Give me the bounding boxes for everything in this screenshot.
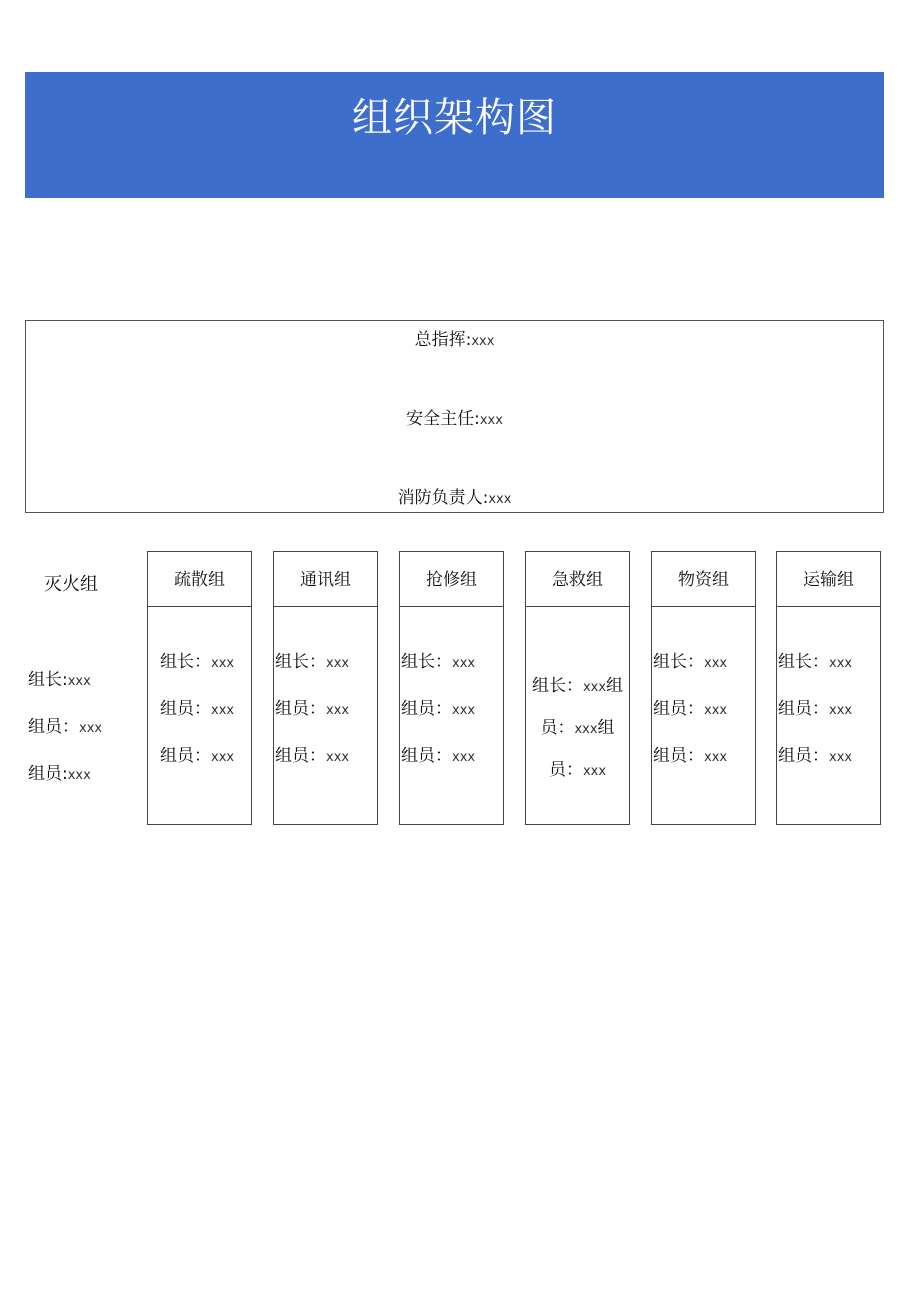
member-label: 组长： xyxy=(275,652,326,672)
team-leader xyxy=(275,651,349,675)
commander-line xyxy=(26,329,883,353)
member-value: xxx xyxy=(211,656,235,671)
team-leader xyxy=(401,651,475,675)
team-name: 物资组 xyxy=(652,552,755,607)
team-supplies xyxy=(651,551,756,825)
member-value: xxx xyxy=(829,750,853,765)
team-leader xyxy=(160,651,234,675)
fire-group-member xyxy=(28,763,91,787)
team-name: 抢修组 xyxy=(400,552,503,607)
team-leader xyxy=(653,651,727,675)
member-label: 组员： xyxy=(160,699,211,719)
member-value: xxx xyxy=(582,680,607,695)
member-value: xxx xyxy=(211,703,235,718)
member-value: xxx xyxy=(574,722,598,737)
member-label: 组员: xyxy=(28,764,68,784)
team-evacuation xyxy=(147,551,252,825)
member-value: xxx xyxy=(829,703,853,718)
fire-group xyxy=(28,560,138,800)
team-member xyxy=(160,745,234,769)
member-label: 组长： xyxy=(531,676,583,696)
member-value: xxx xyxy=(704,703,728,718)
member-label: 组长: xyxy=(28,670,68,690)
member-label: 组长： xyxy=(653,652,704,672)
team-repair xyxy=(399,551,504,825)
member-label: 组员： xyxy=(28,717,79,737)
member-value: xxx xyxy=(326,750,350,765)
member-value: xxx xyxy=(829,656,853,671)
member-value: xxx xyxy=(452,656,476,671)
team-first-aid xyxy=(525,551,630,825)
fire-officer-label: 消防负责人: xyxy=(397,488,489,508)
member-label: 组长： xyxy=(401,652,452,672)
team-member xyxy=(778,698,852,722)
commander-label: 总指挥: xyxy=(414,330,472,350)
member-label: 组员： xyxy=(275,699,326,719)
safety-director-value: xxx xyxy=(479,413,503,428)
team-name: 通讯组 xyxy=(274,552,377,607)
member-value: xxx xyxy=(326,703,350,718)
team-communication xyxy=(273,551,378,825)
team-member-paragraph: 组长：xxx组 员：xxx组 员：xxx xyxy=(531,676,624,780)
team-name: 运输组 xyxy=(777,552,880,607)
member-value: xxx xyxy=(452,703,476,718)
team-leader xyxy=(778,651,852,675)
team-name: 疏散组 xyxy=(148,552,251,607)
team-member xyxy=(653,745,727,769)
title-banner xyxy=(25,72,884,198)
member-value: xxx xyxy=(211,750,235,765)
fire-officer-line xyxy=(26,487,883,511)
member-value: xxx xyxy=(326,656,350,671)
safety-director-label: 安全主任: xyxy=(406,409,480,429)
page-title: 组织架构图 xyxy=(352,95,557,141)
team-member xyxy=(401,745,475,769)
member-label: 组长： xyxy=(778,652,829,672)
member-value: xxx xyxy=(704,656,728,671)
member-label: 组员： xyxy=(653,699,704,719)
member-value: xxx xyxy=(79,721,103,736)
team-transport xyxy=(776,551,881,825)
member-label: 组员： xyxy=(275,746,326,766)
command-box xyxy=(25,320,884,513)
commander-value: xxx xyxy=(471,334,495,349)
member-label: 组长： xyxy=(160,652,211,672)
team-member xyxy=(401,698,475,722)
fire-group-title: 灭火组 xyxy=(44,574,98,595)
member-label: 组员： xyxy=(653,746,704,766)
member-value: xxx xyxy=(67,674,91,689)
member-value: xxx xyxy=(582,764,607,779)
member-label: 组员： xyxy=(401,699,452,719)
member-label: 组员： xyxy=(778,746,829,766)
fire-group-leader xyxy=(28,669,91,693)
team-name: 急救组 xyxy=(526,552,629,607)
team-member xyxy=(653,698,727,722)
team-member xyxy=(275,698,349,722)
member-label: 组员： xyxy=(778,699,829,719)
safety-director-line xyxy=(26,408,883,432)
member-value: xxx xyxy=(704,750,728,765)
fire-group-member xyxy=(28,716,102,740)
member-value: xxx xyxy=(452,750,476,765)
team-member xyxy=(778,745,852,769)
fire-officer-value: xxx xyxy=(488,492,512,507)
team-member xyxy=(275,745,349,769)
member-label: 组员： xyxy=(401,746,452,766)
member-label: 组员： xyxy=(160,746,211,766)
member-value: xxx xyxy=(67,768,91,783)
team-member xyxy=(160,698,234,722)
